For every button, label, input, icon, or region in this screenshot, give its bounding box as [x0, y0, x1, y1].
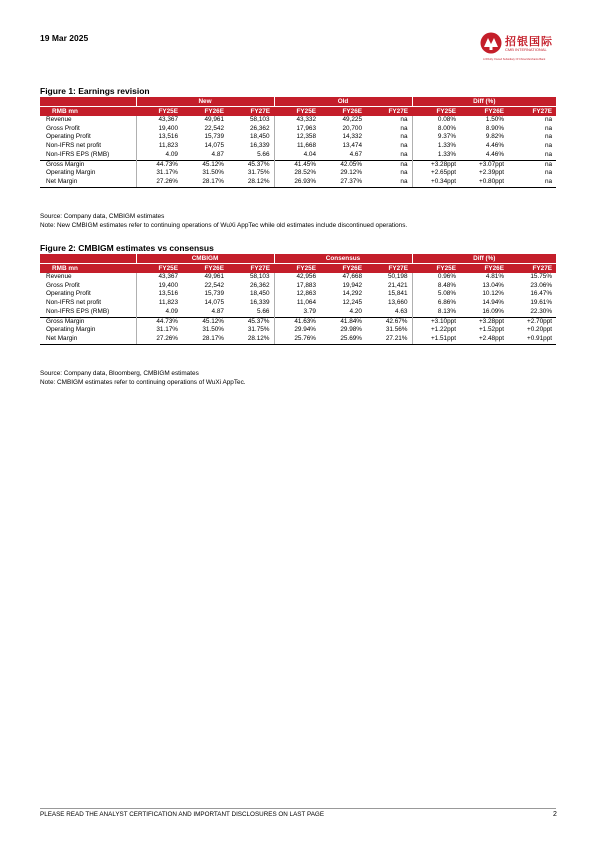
column-header: FY27E	[366, 107, 412, 117]
table-cell: 4.46%	[485, 150, 505, 158]
table-cell: 27.21%	[366, 335, 412, 344]
row-label: Gross Margin	[40, 317, 136, 326]
column-header: FY25E	[274, 264, 320, 274]
table-cell: 26,362	[228, 125, 274, 134]
table-cell: 19.61%	[530, 299, 553, 307]
column-header: FY26E	[460, 264, 508, 274]
table-cell: 58,103	[228, 116, 274, 125]
column-header: FY25E	[274, 107, 320, 117]
column-header: FY25E	[412, 264, 460, 274]
table-row	[40, 282, 556, 291]
table-cell: 31.75%	[228, 169, 274, 178]
table-cell: 4.04	[303, 150, 317, 158]
table-cell: 45.12%	[182, 317, 228, 326]
table-cell: 13,474	[342, 142, 363, 150]
table-cell: +2.39ppt	[478, 169, 505, 177]
column-header: FY26E	[182, 107, 228, 117]
table-cell: na	[508, 160, 556, 169]
table-cell: 4.09	[165, 150, 178, 158]
table-row	[40, 335, 556, 344]
table-cell: 1.33%	[437, 150, 457, 158]
group-header-blank	[40, 254, 136, 264]
consensus-comparison-table	[40, 254, 556, 345]
table-cell: 19,400	[158, 281, 178, 289]
table-cell: na	[544, 124, 553, 132]
table-cell: 22,542	[204, 124, 224, 132]
table-cell: 14.94%	[482, 299, 504, 307]
table-cell: 8.48%	[437, 281, 456, 289]
table-cell: 50,198	[366, 273, 412, 282]
table-row	[40, 116, 556, 125]
table-cell: 45.37%	[228, 160, 274, 169]
group-header: Diff (%)	[412, 97, 556, 107]
table-cell: +2.48ppt	[460, 335, 508, 344]
table-cell: na	[366, 116, 412, 125]
table-cell: +3.28ppt	[412, 160, 460, 169]
table-cell: 49,961	[204, 116, 224, 123]
table-cell: na	[366, 151, 412, 160]
cmbi-logo	[480, 30, 560, 66]
table-cell: 28.12%	[228, 178, 274, 187]
table-cell: 18,450	[228, 133, 274, 142]
table-row	[40, 290, 556, 299]
table-cell: 4.87	[211, 150, 224, 158]
table-cell: 45.12%	[182, 160, 228, 169]
table-cell: 17,963	[296, 124, 317, 132]
table-cell: 44.73%	[136, 317, 182, 326]
table-cell: 26,362	[228, 282, 274, 291]
figure2-note: Note: CMBIGM estimates refer to continuing operations of WuXi AppTec.	[40, 379, 246, 386]
table-cell: +2.65ppt	[430, 169, 457, 177]
table-cell: 0.96%	[437, 273, 456, 280]
table-cell: 41.84%	[320, 317, 366, 326]
table-cell: na	[366, 125, 412, 134]
logo-english-text: CMB INTERNATIONAL	[505, 47, 547, 52]
table-cell: 16.09%	[482, 307, 504, 315]
table-cell: 19,942	[342, 281, 362, 289]
table-cell: 4.67	[349, 150, 363, 158]
group-header: CMBIGM	[136, 254, 274, 264]
table-cell: 31.17%	[156, 326, 178, 334]
table-row	[40, 169, 556, 178]
column-header: FY25E	[136, 264, 182, 274]
footer-disclaimer: PLEASE READ THE ANALYST CERTIFICATION AND IMPORTANT DISCLOSURES ON LAST PAGE	[40, 811, 325, 818]
row-label: Non-IFRS EPS (RMB)	[40, 308, 136, 317]
table-cell: 13,516	[158, 290, 178, 298]
table-cell: 14,075	[204, 299, 224, 307]
table-cell: 3.79	[303, 307, 316, 315]
table-cell: +2.70ppt	[508, 317, 556, 326]
cmb-logo-icon	[480, 32, 502, 54]
report-date: 19 Mar 2025	[40, 33, 89, 43]
table-cell: 15,739	[204, 290, 224, 298]
table-cell: 43,367	[158, 273, 178, 280]
row-label: Net Margin	[40, 178, 136, 187]
column-header: FY27E	[228, 107, 274, 117]
row-label: Operating Margin	[40, 326, 136, 335]
column-header-label: RMB mn	[40, 107, 136, 117]
table-cell: 12,863	[296, 290, 316, 298]
table-cell: 4.87	[211, 307, 224, 315]
table-cell: 22.30%	[530, 307, 553, 315]
table-cell: +3.07ppt	[460, 160, 508, 169]
table-cell: 22,542	[204, 281, 224, 289]
earnings-revision-table	[40, 97, 556, 188]
group-header: Diff (%)	[412, 254, 556, 264]
table-row	[40, 326, 556, 335]
footer-divider	[40, 808, 556, 809]
table-cell: 6.86%	[437, 299, 456, 307]
figure2-source: Source: Company data, Bloomberg, CMBIGM estimates	[40, 370, 199, 377]
table-cell: 49,961	[204, 273, 224, 280]
table-cell: 31.17%	[156, 169, 178, 177]
table-cell: +1.52ppt	[478, 326, 504, 334]
table-cell: 15.75%	[530, 273, 553, 280]
table-cell: 44.73%	[136, 160, 182, 169]
figure1-note: Note: New CMBIGM estimates refer to continuing operations of WuXi AppTec while old estimates include discontinued operations.	[40, 222, 408, 229]
table-cell: 49,225	[342, 116, 363, 123]
table-cell: 27.26%	[136, 178, 182, 187]
table-cell: 29.98%	[340, 326, 362, 334]
row-label: Non-IFRS net profit	[40, 299, 136, 308]
row-label: Operating Margin	[40, 169, 136, 178]
table-cell: 13.04%	[482, 281, 504, 289]
group-header: Consensus	[274, 254, 412, 264]
table-cell: 9.82%	[485, 133, 505, 141]
table-cell: na	[544, 142, 553, 150]
group-header: New	[136, 97, 274, 107]
table-cell: na	[366, 169, 412, 178]
table-cell: 20,700	[342, 124, 363, 132]
table-cell: na	[366, 133, 412, 142]
table-cell: 19,400	[158, 124, 178, 132]
table-cell: 25.69%	[320, 335, 366, 344]
figure1-source: Source: Company data, CMBIGM estimates	[40, 213, 165, 220]
table-cell: 42,956	[296, 273, 316, 280]
table-cell: 29.94%	[294, 326, 316, 334]
table-cell: 5.66	[228, 151, 274, 160]
logo-chinese-text: 招银国际	[505, 36, 553, 48]
group-header-row	[40, 254, 556, 264]
table-row	[40, 299, 556, 308]
row-label: Revenue	[40, 273, 136, 282]
table-cell: +0.20ppt	[526, 326, 553, 334]
table-cell: 58,103	[228, 273, 274, 282]
table-cell: 15,739	[204, 133, 224, 141]
table-cell: 4.20	[349, 307, 362, 315]
group-header-blank	[40, 97, 136, 107]
table-cell: na	[544, 150, 553, 158]
table-cell: 42.67%	[366, 317, 412, 326]
table-cell: 14,332	[342, 133, 363, 141]
column-header-row	[40, 264, 556, 274]
table-cell: 0.08%	[437, 116, 457, 123]
column-header-label: RMB mn	[40, 264, 136, 274]
table-cell: na	[366, 142, 412, 151]
table-cell: 1.33%	[437, 142, 457, 150]
table-cell: 28.17%	[182, 335, 228, 344]
table-cell: +3.10ppt	[412, 317, 460, 326]
figure2-title: Figure 2: CMBIGM estimates vs consensus	[40, 243, 214, 253]
table-cell: 28.12%	[228, 335, 274, 344]
table-cell: 27.37%	[320, 178, 366, 187]
row-label: Non-IFRS EPS (RMB)	[40, 151, 136, 160]
table-cell: 14,075	[204, 142, 224, 150]
table-cell: +0.91ppt	[508, 335, 556, 344]
column-header-row	[40, 107, 556, 117]
table-row	[40, 133, 556, 142]
table-cell: na	[544, 116, 553, 123]
table-cell: +0.34ppt	[412, 178, 460, 187]
column-header: FY25E	[412, 107, 460, 117]
table-cell: 15,841	[366, 290, 412, 299]
table-cell: 16,339	[228, 299, 274, 308]
table-cell: 4.46%	[485, 142, 505, 150]
row-label: Operating Profit	[40, 290, 136, 299]
column-header: FY27E	[508, 107, 556, 117]
column-header: FY26E	[320, 107, 366, 117]
table-cell: 14,292	[342, 290, 362, 298]
table-cell: 10.12%	[482, 290, 504, 298]
column-header: FY27E	[228, 264, 274, 274]
row-label: Net Margin	[40, 335, 136, 344]
table-cell: 21,421	[366, 282, 412, 291]
table-cell: +1.51ppt	[412, 335, 460, 344]
table-cell: 28.17%	[182, 178, 228, 187]
table-row	[40, 273, 556, 282]
page-number: 2	[553, 811, 557, 818]
row-label: Gross Profit	[40, 125, 136, 134]
table-cell: 4.63	[366, 308, 412, 317]
table-cell: 41.45%	[274, 160, 320, 169]
table-cell: 31.75%	[228, 326, 274, 335]
table-cell: 45.37%	[228, 317, 274, 326]
table-cell: 31.50%	[202, 326, 224, 334]
table-cell: 11,823	[158, 142, 178, 150]
table-cell: na	[544, 169, 553, 177]
table-cell: 8.13%	[437, 307, 456, 315]
row-label: Non-IFRS net profit	[40, 142, 136, 151]
column-header: FY26E	[320, 264, 366, 274]
table-cell: 11,823	[158, 299, 178, 307]
group-header-row	[40, 97, 556, 107]
table-row	[40, 308, 556, 317]
table-cell: 26.93%	[274, 178, 320, 187]
table-row	[40, 142, 556, 151]
table-row	[40, 160, 556, 169]
table-cell: 27.26%	[136, 335, 182, 344]
table-cell: 4.81%	[485, 273, 504, 280]
table-cell: +3.28ppt	[460, 317, 508, 326]
table-cell: na	[366, 160, 412, 169]
table-row	[40, 151, 556, 160]
table-cell: 11,668	[296, 142, 317, 150]
table-cell: 43,367	[158, 116, 178, 123]
table-cell: +1.22ppt	[430, 326, 456, 334]
table-cell: 13,516	[158, 133, 178, 141]
column-header: FY26E	[182, 264, 228, 274]
row-label: Revenue	[40, 116, 136, 125]
column-header: FY27E	[366, 264, 412, 274]
table-row	[40, 125, 556, 134]
table-cell: 28.52%	[294, 169, 317, 177]
table-cell: +0.80ppt	[460, 178, 508, 187]
table-cell: na	[544, 133, 553, 141]
table-cell: na	[366, 178, 412, 187]
group-header: Old	[274, 97, 412, 107]
table-cell: 25.76%	[274, 335, 320, 344]
table-cell: na	[508, 178, 556, 187]
logo-subtitle: A Wholly Owned Subsidiary Of China Merchants Bank	[483, 58, 546, 61]
table-row	[40, 178, 556, 187]
table-cell: 43,332	[296, 116, 317, 123]
table-cell: 29.12%	[340, 169, 363, 177]
table-cell: 42.05%	[320, 160, 366, 169]
table-cell: 9.37%	[437, 133, 457, 141]
table-cell: 18,450	[228, 290, 274, 299]
figure1-title: Figure 1: Earnings revision	[40, 86, 150, 96]
table-cell: 8.90%	[485, 124, 505, 132]
row-label: Gross Margin	[40, 160, 136, 169]
column-header: FY25E	[136, 107, 182, 117]
row-label: Gross Profit	[40, 282, 136, 291]
table-cell: 31.56%	[366, 326, 412, 335]
table-cell: 8.00%	[437, 124, 457, 132]
table-cell: 4.09	[165, 307, 178, 315]
table-cell: 17,883	[296, 281, 316, 289]
table-cell: 11,064	[296, 299, 316, 307]
table-cell: 41.63%	[274, 317, 320, 326]
table-cell: 31.50%	[202, 169, 224, 177]
row-label: Operating Profit	[40, 133, 136, 142]
table-row	[40, 317, 556, 326]
table-cell: 13,660	[366, 299, 412, 308]
column-header: FY27E	[508, 264, 556, 274]
table-cell: 12,358	[296, 133, 317, 141]
table-cell: 16.47%	[530, 290, 553, 298]
table-cell: 1.50%	[485, 116, 505, 123]
table-cell: 12,245	[342, 299, 362, 307]
column-header: FY26E	[460, 107, 508, 117]
table-cell: 23.06%	[530, 281, 553, 289]
table-cell: 5.66	[228, 308, 274, 317]
table-cell: 5.08%	[437, 290, 456, 298]
table-cell: 16,339	[228, 142, 274, 151]
table-cell: 47,668	[342, 273, 362, 280]
